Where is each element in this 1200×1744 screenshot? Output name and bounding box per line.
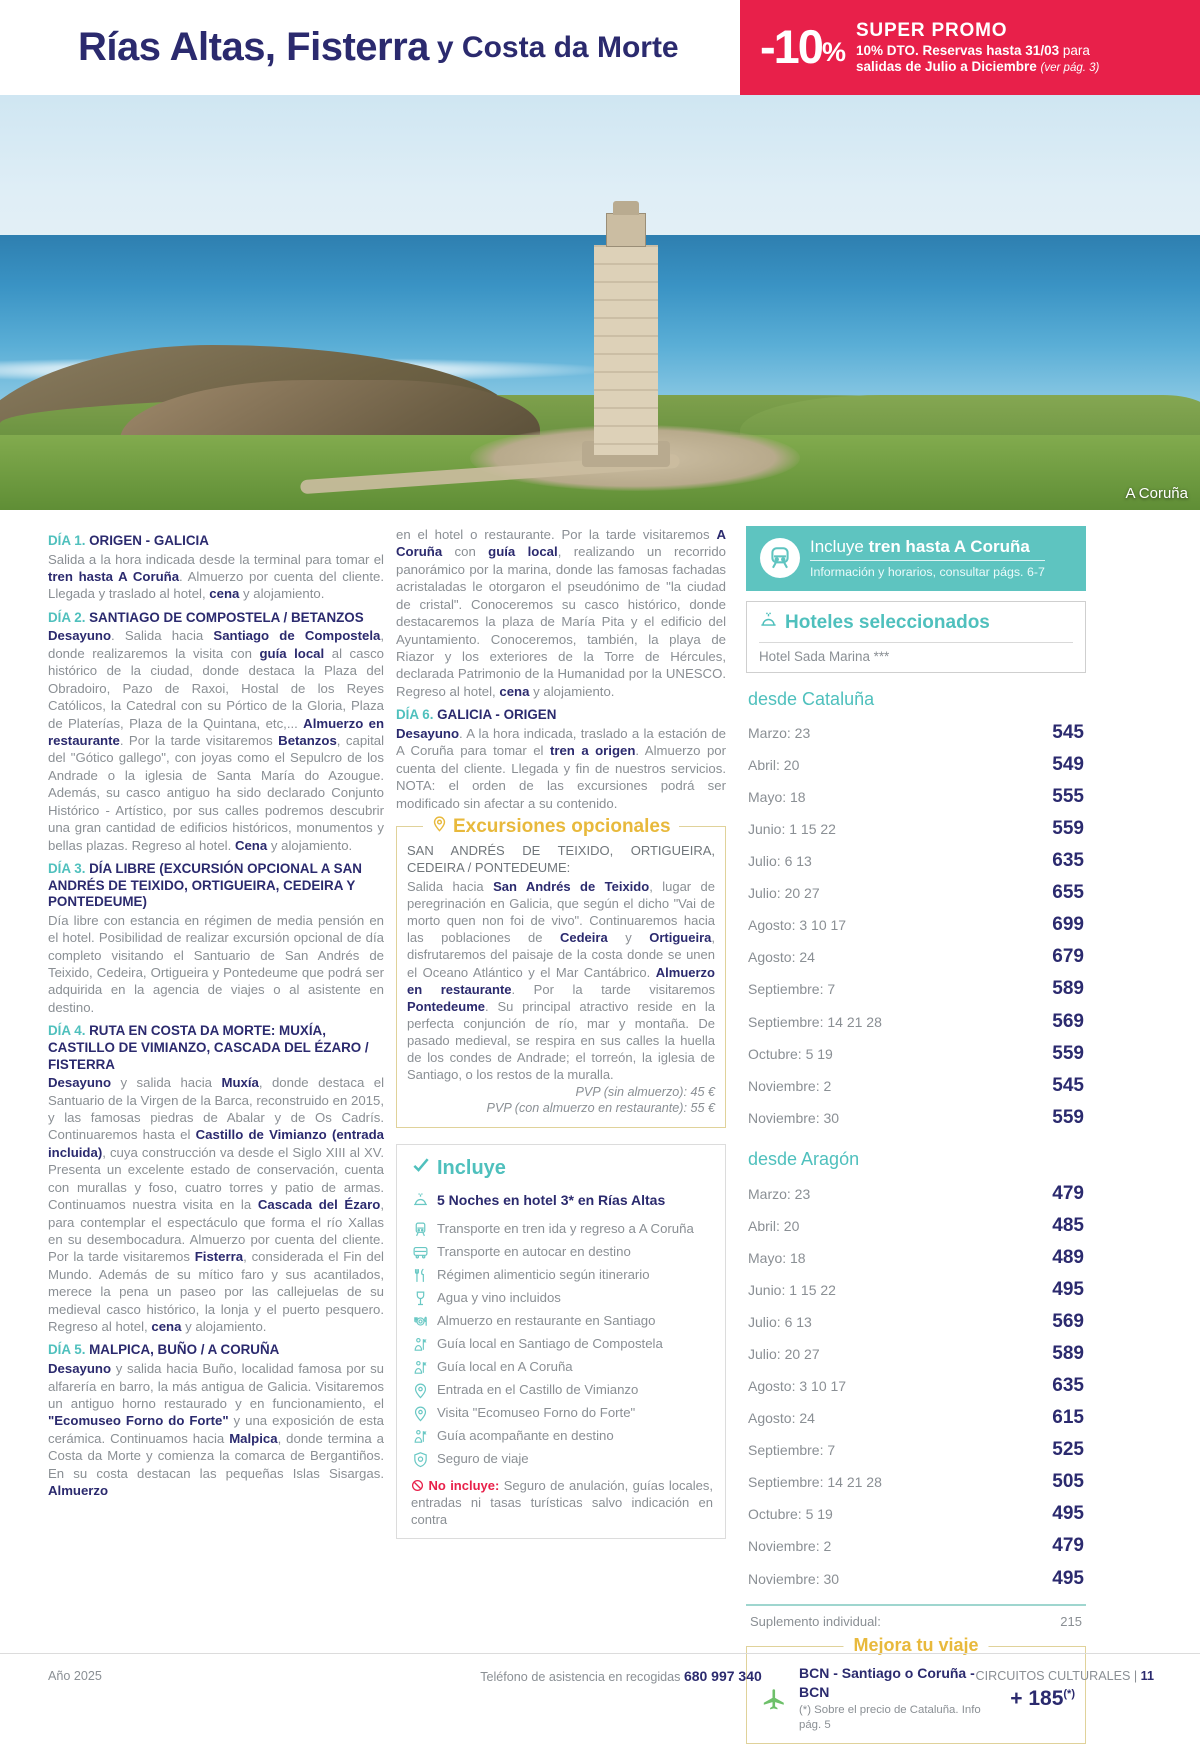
price-date: Noviembre: 30 [748,1570,840,1587]
day-1-body: Salida a la hora indicada desde la terminal para tomar el tren hasta A Coruña. Almuerzo por cuenta del cliente. Llegada y traslado al hotel, cena y alojamiento. [48,551,384,602]
price-date: Octubre: 5 19 [748,1045,833,1062]
day-6-body: Desayuno. A la hora indicada, traslado a la estación de A Coruña para tomar el tren a origen. Almuerzo por cuenta del cliente. Llegada y fin de nuestros servicios. NOTA: el orden de las excursiones podrá ser modificado sin afectar a su contenido. [396,725,727,811]
day-3-heading [48,861,384,911]
price-date: Abril: 20 [748,756,800,773]
price-date: Noviembre: 2 [748,1077,832,1094]
selected-hotels-box [746,601,1086,673]
includes-header [411,1155,713,1182]
day-6-heading [396,707,726,724]
price-value: 635 [1052,850,1084,872]
price-row [746,941,1086,973]
includes-item-label: Guía acompañante en destino [437,1428,614,1444]
price-value: 679 [1052,946,1084,968]
price-value: 495 [1052,1503,1084,1525]
price-row [746,1434,1086,1466]
price-row [746,780,1086,812]
wine-glass-icon [411,1289,429,1307]
page-header [0,0,1200,95]
day-6-number: DÍA 6. [396,707,434,723]
price-date: Julio: 20 27 [748,885,820,902]
price-date: Mayo: 18 [748,788,806,805]
day-4-title: RUTA EN COSTA DA MORTE: MUXÍA, CASTILLO DE VIMIANZO, CASCADA DEL ÉZARO / FISTERRA [48,1023,369,1072]
includes-item-first [411,1188,713,1211]
price-value: 485 [1052,1214,1084,1236]
price-row [746,1241,1086,1273]
not-included-label: No incluye: [428,1477,500,1493]
hotel-bell-icon [411,1191,429,1209]
price-tables [746,688,1086,1595]
promo-page-ref: (ver pág. 3) [1040,62,1100,75]
price-date: Septiembre: 14 21 28 [748,1013,882,1030]
cutlery-icon [411,1266,429,1284]
selected-hotels-header [759,610,1073,636]
includes-item [411,1425,713,1448]
location-pin-icon [431,814,448,840]
day-6-title: GALICIA - ORIGEN [437,707,557,723]
price-date: Noviembre: 30 [748,1109,840,1126]
includes-item-label: Transporte en tren ida y regreso a A Coruña [437,1221,694,1237]
no-entry-icon [411,1478,428,1493]
includes-list [411,1188,713,1211]
guide-icon [411,1427,429,1445]
train-banner-text [810,536,1045,581]
includes-title: Incluye [437,1157,506,1180]
price-value: 479 [1052,1535,1084,1557]
price-row [746,1209,1086,1241]
price-row [746,716,1086,748]
price-row [746,877,1086,909]
price-row [746,1037,1086,1069]
promo-line2-bold: salidas de Julio a Diciembre [855,59,1037,75]
day-5-heading [48,1342,384,1359]
page-title [0,0,740,95]
price-row [746,909,1086,941]
price-row [746,1005,1086,1037]
includes-item-label: Transporte en autocar en destino [437,1244,631,1260]
promo-line-2 [856,59,1099,75]
price-row [746,1273,1086,1305]
day-5-number: DÍA 5. [48,1342,86,1358]
price-row [746,1530,1086,1562]
day-2-body: Desayuno. Salida hacia Santiago de Compostela, donde realizaremos la visita con guía local al casco histórico de la ciudad, donde destaca la Plaza del Obradoiro, Pazo de Raxoi, Hostal de los Reyes Católicos, la Catedral con su Pórtico de la Gloria, Plaza de Platerías, Plaza de la Quintana, etc,... Almuerzo en restaurante. Por la tarde visitaremos Betanzos, capital del "Gótico gallego", con joyas como el Sepulcro de los Andrade o la iglesia de Santa María do Azougue. Además, su casco antiguo ha sido declarado Conjunto Histórico - Artístico, por sus calles podremos descubrir una gran cantidad de edificios históricos, monumentos y bellas plazas. Regreso al hotel. Cena y alojamiento. [48,628,385,853]
day-3-title: DÍA LIBRE (EXCURSIÓN OPCIONAL A SAN ANDRÉS DE TEIXIDO, ORTIGUEIRA, CEDEIRA Y PONTEDEUME) [48,860,362,910]
price-row [746,973,1086,1005]
price-value: 495 [1052,1278,1084,1300]
train-banner-lead: Incluye [810,537,869,556]
includes-item [411,1218,713,1241]
footer-phone-number: 680 997 340 [683,1667,762,1684]
price-date: Julio: 6 13 [748,1313,812,1330]
includes-item-label: Régimen alimenticio según itinerario [437,1267,650,1283]
price-value: 545 [1052,1074,1084,1096]
price-date: Mayo: 18 [748,1249,806,1266]
includes-item [411,1356,713,1379]
price-date: Agosto: 24 [748,949,815,966]
price-row [746,1069,1086,1101]
price-value: 635 [1052,1375,1084,1397]
train-icon [411,1220,429,1238]
tower-cap [613,201,639,215]
day-1-block [48,533,384,603]
price-region-heading: desde Aragón [748,1149,860,1170]
title-sub: y Costa da Morte [436,30,679,64]
promo-percent-symbol: % [821,36,846,67]
day-1-heading [48,533,384,550]
train-banner-destination: tren hasta A Coruña [868,537,1030,556]
day-5-title: MALPICA, BUÑO / A CORUÑA [89,1342,280,1358]
upgrade-price-value: + 185 [1010,1686,1064,1710]
footer-phone-label: Teléfono de asistencia en recogidas [480,1669,684,1684]
footer-phone-block [388,1668,854,1684]
price-value: 559 [1052,1106,1084,1128]
price-value: 555 [1052,785,1084,807]
day-4-body: Desayuno y salida hacia Muxía, donde destaca el Santuario de la Virgen de la Barca, reconstruido en 2015, y las famosas piedras de Abalar y de Os Cadrís. Continuaremos hasta el Castillo de Vimianzo (entrada incluida), cuya construcción va desde el Siglo XIII al XV. Presenta un excelente estado de conservación, cuenta con murallas y foso, cuatro torres y patio de armas. Continuamos nuestra visita en la Cascada del Ézaro, para contemplar el espectáculo que forma el río Xallas en su desembocadura. Almuerzo por cuenta del cliente. Por la tarde visitaremos Fisterra, considerada el Fin del Mundo. Además de su mítico faro y sus acantilados, merece la pena un paseo por las callejuelas de su medieval casco histórico, la lonja y el puerto pesquero. Regreso al hotel, cena y alojamiento. [48,1075,384,1335]
day-5-body-part2: en el hotel o restaurante. Por la tarde visitaremos A Coruña con guía local, realizando un recorrido panorámico por la marina, donde las famosas fachadas acristaladas le otorgaron el pseudónimo de "la ciudad de cristal". Conoceremos su casco histórico, donde destacaremos la plaza de María Pita y el edificio del Ayuntamiento. Conoceremos, también, la playa de Riazor y los exteriores de la Torre de Hércules, declarada Patrimonio de la Humanidad por la UNESCO. Regreso al hotel, cena y alojamiento. [396,527,726,699]
day-4-heading [48,1023,384,1073]
guide-icon [411,1335,429,1353]
price-row [746,813,1086,845]
price-row [746,748,1086,780]
day-1-title: ORIGEN - GALICIA [89,533,209,548]
upgrade-note: (*) Sobre el precio de Cataluña. Info pág. 5 [799,1704,981,1732]
location-pin-icon [411,1381,429,1399]
promo-percentage [760,20,846,74]
not-included-note [411,1477,713,1528]
includes-item-label: Guía local en Santiago de Compostela [437,1336,663,1352]
selected-hotels-title: Hoteles seleccionados [785,612,990,634]
optional-excursions-header [423,814,679,840]
includes-item-label: Agua y vino incluidos [437,1290,561,1306]
individual-supplement-label: Suplemento individual: [750,1614,881,1630]
optional-excursions-title: Excursiones opcionales [453,816,671,838]
includes-item [411,1379,713,1402]
price-date: Junio: 1 15 22 [748,821,836,838]
tower-lantern [606,213,646,247]
train-banner-title [810,536,1045,561]
price-row [746,845,1086,877]
price-value: 545 [1052,721,1084,743]
includes-item-label: Guía local en A Coruña [437,1359,573,1375]
hotel-list-item: Hotel Sada Marina *** [759,648,890,664]
includes-item [411,1241,713,1264]
price-value: 495 [1052,1567,1084,1589]
promo-banner [740,0,1200,95]
price-value: 505 [1052,1471,1084,1493]
includes-item-label: Seguro de viaje [437,1451,529,1467]
price-value: 589 [1052,1342,1084,1364]
price-value: 489 [1052,1246,1084,1268]
footer-year: Año 2025 [48,1668,102,1683]
day-2-title: SANTIAGO DE COMPOSTELA / BETANZOS [89,609,364,625]
day-5-body-part1: Desayuno y salida hacia Buño, localidad famosa por su alfarería en barro, la más antigua de Galicia. Visitaremos un antiguo horno restaurado y en funcionamiento, el "Ecomuseo Forno do Forte" y una exposición de esta cerámica. Continuamos hacia Malpica, donde termina a Costa da Morte y comienza la comarca de Bergantiños. En su costa destacan las pequeñas Islas Sisargas. Almuerzo [48,1361,384,1499]
price-row [746,1498,1086,1530]
train-banner-subtitle: Información y horarios, consultar págs. 6-7 [810,565,1045,580]
price-value: 589 [1052,978,1084,1000]
tower-of-hercules [580,205,672,455]
hero-image [0,95,1200,510]
promo-line-1 [856,43,1099,59]
includes-item-label: Almuerzo en restaurante en Santiago [437,1313,656,1329]
price-value: 559 [1052,818,1084,840]
day-3-block [48,861,384,1016]
price-value: 549 [1052,753,1084,775]
price-value: 699 [1052,914,1084,936]
price-row [746,1370,1086,1402]
price-row [746,1177,1086,1209]
price-row [746,1305,1086,1337]
itinerary-column-1 [48,526,384,1640]
tower-shaft [594,245,658,455]
price-date: Septiembre: 7 [748,1442,836,1459]
hotel-bell-icon [759,610,778,636]
price-row [746,1101,1086,1133]
promo-text [856,19,1099,75]
price-date: Marzo: 23 [748,724,811,741]
day-2-block [48,610,384,854]
individual-supplement-row [746,1613,1086,1630]
title-main: Rías Altas, Fisterra [78,25,429,69]
includes-item [411,1448,713,1471]
footer-section-label: CIRCUITOS CULTURALES | [975,1668,1141,1683]
includes-item-label: Entrada en el Castillo de Vimianzo [437,1382,639,1398]
shield-icon [411,1450,429,1468]
guide-icon [411,1358,429,1376]
day-2-number: DÍA 2. [48,609,86,625]
check-icon [411,1155,431,1182]
price-date: Agosto: 3 10 17 [748,917,847,934]
includes-items-list [411,1218,713,1471]
price-date: Abril: 20 [748,1217,800,1234]
includes-item [411,1402,713,1425]
price-value: 559 [1052,1042,1084,1064]
price-row [746,1466,1086,1498]
includes-item-label: Visita "Ecomuseo Forno do Forte" [437,1405,636,1421]
includes-item [411,1333,713,1356]
train-front-icon [760,538,800,578]
price-date: Julio: 20 27 [748,1345,820,1362]
price-date: Septiembre: 7 [748,981,836,998]
hero-caption: A Coruña [1125,485,1188,502]
price-value: 569 [1052,1310,1084,1332]
price-value: 615 [1052,1407,1084,1429]
price-date: Noviembre: 2 [748,1538,832,1555]
day-3-number: DÍA 3. [48,860,86,876]
upgrade-price-sup: (*) [1063,1687,1075,1700]
day-2-heading [48,610,384,627]
price-value: 479 [1052,1182,1084,1204]
not-included-text: Seguro de anulación, guías locales, entradas ni tasas turísticas salvo indicación en contra [411,1477,713,1527]
promo-line1-bold: 10% DTO. Reservas hasta 31/03 [855,42,1060,58]
price-value: 569 [1052,1010,1084,1032]
price-date: Marzo: 23 [748,1185,811,1202]
day-5-block [48,1342,384,1499]
promo-headline: SUPER PROMO [855,20,1008,42]
price-date: Octubre: 5 19 [748,1506,833,1523]
day-3-body: Día libre con estancia en régimen de media pensión en el hotel. Posibilidad de realizar excursión opcional de día completo visitando el Santuario de San Andrés de Teixido, Cedeira, Ortigueira y Pontedeume que podrá ser adquirida en la agencia de viajes o al asistente en destino. [48,912,384,1015]
day-4-number: DÍA 4. [48,1023,86,1039]
price-date: Agosto: 24 [748,1410,815,1427]
hotels-divider [759,642,1073,643]
excursion-subtitle: SAN ANDRÉS DE TEIXIDO, ORTIGUEIRA, CEDEIRA / PONTEDEUME: [407,842,715,875]
includes-box [396,1144,726,1539]
price-row [746,1562,1086,1594]
itinerary-column-2 [396,526,726,1640]
supplement-divider [746,1604,1086,1606]
promo-number: -10 [760,20,822,74]
price-region-heading: desde Cataluña [748,688,875,709]
price-value: 655 [1052,882,1084,904]
footer-page-number: 11 [1140,1668,1154,1683]
price-row [746,1402,1086,1434]
excursion-pvp-2: PVP (con almuerzo en restaurante): 55 € [486,1101,715,1116]
footer-section [854,1669,1154,1683]
train-included-banner [746,526,1086,591]
upgrade-route: BCN - Santiago o Coruña - BCN [799,1665,975,1700]
optional-excursions-box [396,816,726,1128]
price-date: Julio: 6 13 [748,853,812,870]
price-value: 525 [1052,1439,1084,1461]
location-pin-icon [411,1404,429,1422]
price-date: Agosto: 3 10 17 [748,1378,847,1395]
includes-item [411,1287,713,1310]
promo-line1-rest: para [1059,42,1090,58]
includes-item [411,1264,713,1287]
includes-first-label: 5 Noches en hotel 3* en Rías Altas [437,1191,666,1208]
price-date: Junio: 1 15 22 [748,1281,836,1298]
upgrade-header: Mejora tu viaje [843,1634,988,1658]
day-6-block [396,707,726,812]
price-date: Septiembre: 14 21 28 [748,1474,882,1491]
day-4-block [48,1023,384,1335]
individual-supplement-value: 215 [1060,1614,1082,1630]
includes-item [411,1310,713,1333]
day-1-number: DÍA 1. [48,533,86,548]
bus-icon [411,1243,429,1261]
plate-icon [411,1312,429,1330]
price-row [746,1337,1086,1369]
excursion-pvp-1: PVP (sin almuerzo): 45 € [575,1084,715,1099]
excursion-body: Salida hacia San Andrés de Teixido, lugar de peregrinación en Galicia, que según el dicho "Vai de morto quen non foi de vivo". Continuaremos hacia las poblaciones de Cedeira y Ortigueira, disfrutaremos del paisaje de la costa donde se unen el Oceano Atlántico y el Mar Cantábrico. Almuerzo en restaurante. Por la tarde visitaremos Pontedeume. Su principal atractivo reside en la perfecta conjunción de río, mar y montaña. De pasado medieval, se respira en sus calles la huella de los condes de Andrade; el torreón, la iglesia de Santiago, o los restos de la muralla. [407,878,716,1083]
